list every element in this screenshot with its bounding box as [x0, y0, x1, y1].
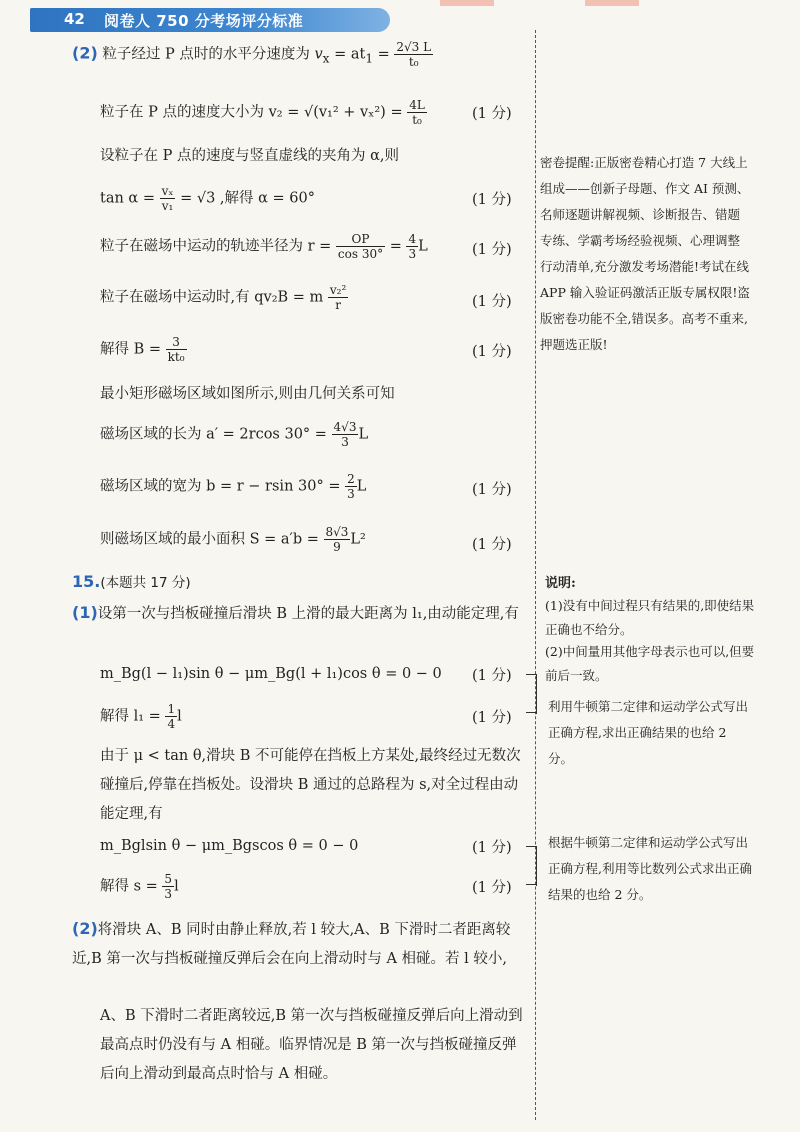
part2-line8: 最小矩形磁场区域如图所示,则由几何关系可知: [100, 386, 395, 402]
part2-line1: (2) 粒子经过 P 点时的水平分速度为 $v_x = at_1$ = $\frac{2√3 L}{\text{t₀}}$: [72, 40, 432, 69]
fraction: $\frac{2}{3}$: [347, 472, 355, 501]
notes-title: 说明:: [545, 576, 576, 591]
fraction: $\frac{2√3 L}{\text{t₀}}$: [396, 40, 432, 69]
note-a: 利用牛顿第二定律和运动学公式写出正确方程,求出正确结果的也给 2 分。: [548, 699, 749, 766]
connector-bar: [536, 846, 537, 886]
connector-line: [526, 884, 536, 885]
fraction: $\frac{8√3}{9}$: [325, 525, 349, 554]
score-2: (1 分): [472, 192, 512, 208]
fraction: $\frac{1}{4}$: [167, 702, 176, 731]
q15-solve2: 解得 s = $\frac{5}{3}$ l: [100, 872, 179, 901]
note-item-1: (1)没有中间过程只有结果的,即使结果正确也不给分。: [545, 598, 755, 637]
score-4: (1 分): [472, 294, 512, 310]
part2-line3: 设粒子在 P 点的速度与竖直虚线的夹角为 α,则: [100, 148, 399, 164]
fraction: $\frac{4}{3}$: [408, 232, 417, 261]
fraction: $\frac{3}{\text{kt₀}}$: [167, 335, 185, 364]
fraction: $\frac{\text{vₓ}}{\text{v₁}}$: [161, 184, 174, 213]
q15-part1-intro: (1)设第一次与挡板碰撞后滑块 B 上滑的最大距离为 l₁,由动能定理,有: [72, 603, 519, 622]
note-b: 根据牛顿第二定律和运动学公式写出正确方程,利用等比数列公式求出正确结果的也给 2 分。: [548, 835, 752, 902]
part2-line4: tan α = $\frac{\text{vₓ}}{\text{v₁}}$ = √3 ,解得 α = 60°: [100, 184, 315, 213]
score-9: (1 分): [472, 710, 512, 726]
sidebar-promo: 密卷提醒:正版密卷精心打造 7 大线上组成——创新子母题、作文 AI 预测、名师逐题讲解视频、诊断报告、错题专练、学霸考场经验视频、心理调整行动清单,充分激发考场潜能!考试在线 APP 输入验证码激活正版专属权限!盗版密卷功能不全,错误多。高考不重来,押题选正版!: [540, 155, 750, 352]
score-10: (1 分): [472, 840, 512, 856]
q15-eq1: m_Bg(l − l₁)sin θ − μm_Bg(l + l₁)cos θ = 0 − 0: [100, 666, 442, 682]
connector-line: [526, 712, 536, 713]
q15-part2-para2: A、B 下滑时二者距离较远,B 第一次与挡板碰撞反弹后向上滑动到最高点时仍没有与 A 相碰。临界情况是 B 第一次与挡板碰撞反弹后向上滑动到最高点时恰与 A 相碰。: [100, 1008, 523, 1082]
part-marker: (2): [72, 43, 98, 63]
page-number: 42: [64, 10, 85, 28]
score-1: (1 分): [472, 106, 512, 122]
q15-solve1: 解得 l₁ = $\frac{1}{4}$ l: [100, 702, 182, 731]
score-5: (1 分): [472, 344, 512, 360]
fraction: $\frac{OP}{\cos 30^\circ}$: [337, 232, 384, 261]
note-item-2: (2)中间量用其他字母表示也可以,但要前后一致。: [545, 644, 755, 683]
q15-part2-para1: (2)将滑块 A、B 同时由静止释放,若 l 较大,A、B 下滑时二者距离较近,B 第一次与挡板碰撞反弹后会在向上滑动时与 A 相碰。若 l 较小,: [72, 919, 511, 967]
score-3: (1 分): [472, 242, 512, 258]
part2-line2: 粒子在 P 点的速度大小为 v₂ = √(v₁² + vₓ²) = $\frac{4L}{\text{t₀}}$: [100, 98, 425, 127]
fraction: $\frac{5}{3}$: [164, 872, 173, 901]
connector-line: [526, 674, 536, 675]
part2-line5: 粒子在磁场中运动的轨迹半径为 r = $\frac{OP}{\cos 30^\circ}$ = $\frac{4}{3}$ L: [100, 232, 428, 261]
fraction: $\frac{\text{v₂²}}{r}$: [329, 283, 347, 312]
header-title: 阅卷人 750 分考场评分标准: [104, 12, 304, 30]
score-7: (1 分): [472, 537, 512, 553]
part2-line9: 磁场区域的长为 a′ = 2rcos 30° = $\frac{4√3}{3}$ L: [100, 420, 369, 449]
q15-header: 15.(本题共 17 分): [72, 572, 191, 591]
score-8: (1 分): [472, 668, 512, 684]
connector-bar: [536, 674, 537, 714]
top-edge-tab: [585, 0, 639, 6]
part2-line6: 粒子在磁场中运动时,有 qv₂B = m $\frac{\text{v₂²}}{r}$: [100, 283, 347, 312]
fraction: $\frac{4L}{\text{t₀}}$: [409, 98, 425, 127]
q15-para2: 由于 μ < tan θ,滑块 B 不可能停在挡板上方某处,最终经过无数次碰撞后,停靠在挡板处。设滑块 B 通过的总路程为 s,对全过程由动能定理,有: [100, 748, 521, 822]
score-11: (1 分): [472, 880, 512, 896]
fraction: $\frac{4√3}{3}$: [333, 420, 357, 449]
connector-line: [526, 846, 536, 847]
q15-eq2: m_Bglsin θ − μm_Bgscos θ = 0 − 0: [100, 838, 359, 854]
top-edge-tab: [440, 0, 494, 6]
score-6: (1 分): [472, 482, 512, 498]
part2-line10: 磁场区域的宽为 b = r − rsin 30° = $\frac{2}{3}$ L: [100, 472, 367, 501]
part2-line7: 解得 B = $\frac{3}{\text{kt₀}}$: [100, 335, 185, 364]
column-divider: [535, 30, 536, 1120]
part2-line11: 则磁场区域的最小面积 S = a′b = $\frac{8√3}{9}$ L²: [100, 525, 366, 554]
